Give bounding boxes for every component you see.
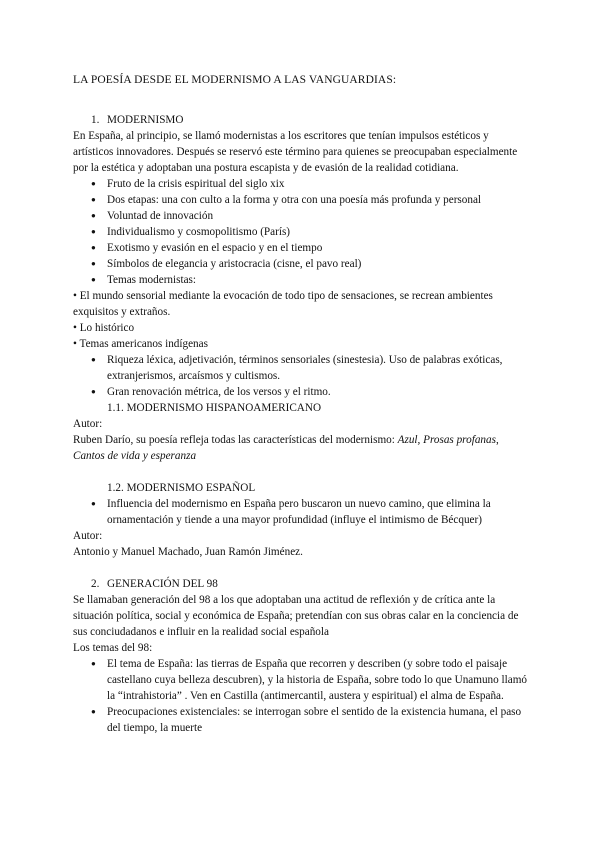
list-item: ● Individualismo y cosmopolitismo (París) bbox=[91, 224, 530, 240]
list-item: ● Exotismo y evasión en el espacio y en el tiempo bbox=[91, 240, 530, 256]
section-1-intro: En España, al principio, se llamó modernistas a los escritores que tenían impulsos estéticos y artísticos innovadores. Después se reservó este término para quienes se preocupaban especialmente por la estética y adoptaban una postura escapista y de evasión de la realidad cotidiana. bbox=[73, 130, 518, 174]
section-1-bullet-list bbox=[73, 176, 530, 288]
section-2-themes-label: Los temas del 98: bbox=[73, 642, 153, 654]
section-1-bullet-list-2 bbox=[73, 352, 530, 400]
subsection-1-2-heading: 1.2. MODERNISMO ESPAÑOL bbox=[107, 482, 256, 494]
list-item: ● El tema de España: las tierras de España que recorren y describen (y sobre todo el paisaje castellano cuya belleza descubren), y la historia de España, sobre todo lo que Unamuno llamó la “intrahistoria” . Ven en Castilla (antimercantil, austera y espiritual) el alma de España. bbox=[91, 656, 530, 704]
list-item: ● Gran renovación métrica, de los versos y el ritmo. bbox=[91, 384, 530, 400]
section-2-number: 2. bbox=[91, 578, 100, 590]
list-item: ● Riqueza léxica, adjetivación, términos sensoriales (sinestesia). Uso de palabras exóticas, extranjerismos, arcaísmos y cultismos. bbox=[91, 352, 530, 384]
section-1-title: MODERNISMO bbox=[107, 114, 184, 126]
list-item: ● Temas modernistas: bbox=[91, 272, 530, 288]
theme-line: • Temas americanos indígenas bbox=[73, 338, 208, 350]
author-label: Autor: bbox=[73, 418, 103, 430]
subsection-1-2-bullet-list bbox=[73, 496, 530, 528]
section-1-heading bbox=[73, 112, 530, 128]
section-2-intro: Se llamaban generación del 98 a los que adoptaban una actitud de reflexión y de crítica ante la situación política, social y económica de España; pretendían con sus obras calar en la conciencia de sus conciudadanos e influir en la realidad social española bbox=[73, 594, 519, 638]
theme-line: • El mundo sensorial mediante la evocación de todo tipo de sensaciones, se recrean ambientes exquisitos y extraños. bbox=[73, 290, 493, 318]
author-text: Ruben Darío, su poesía refleja todas las características del modernismo: bbox=[73, 434, 398, 446]
subsection-1-1-heading: 1.1. MODERNISMO HISPANOAMERICANO bbox=[107, 402, 322, 414]
author-paragraph bbox=[73, 432, 530, 464]
list-item: ● Fruto de la crisis espiritual del siglo xix bbox=[91, 176, 530, 192]
list-item: ● Voluntad de innovación bbox=[91, 208, 530, 224]
list-item: ● Preocupaciones existenciales: se interrogan sobre el sentido de la existencia humana, el paso del tiempo, la muerte bbox=[91, 704, 530, 736]
list-item: ● Influencia del modernismo en España pero buscaron un nuevo camino, que elimina la ornamentación y tiende a una mayor profundidad (influye el intimismo de Bécquer) bbox=[91, 496, 530, 528]
section-2-title: GENERACIÓN DEL 98 bbox=[107, 578, 218, 590]
author-label: Autor: bbox=[73, 530, 103, 542]
list-item: ● Símbolos de elegancia y aristocracia (cisne, el pavo real) bbox=[91, 256, 530, 272]
work-separator: , bbox=[495, 434, 499, 446]
section-2-bullet-list bbox=[73, 656, 530, 736]
document-title: LA POESÍA DESDE EL MODERNISMO A LAS VANGUARDIAS: bbox=[73, 74, 397, 86]
work-title: Azul, Prosas profanas bbox=[397, 434, 496, 446]
work-title: Cantos de vida y esperanza bbox=[73, 450, 197, 462]
theme-line: • Lo histórico bbox=[73, 322, 135, 334]
author-text: Antonio y Manuel Machado, Juan Ramón Jiménez. bbox=[73, 546, 303, 558]
section-1-number: 1. bbox=[91, 114, 100, 126]
document-page bbox=[73, 72, 530, 736]
list-item: ● Dos etapas: una con culto a la forma y otra con una poesía más profunda y personal bbox=[91, 192, 530, 208]
section-2-heading bbox=[73, 576, 530, 592]
